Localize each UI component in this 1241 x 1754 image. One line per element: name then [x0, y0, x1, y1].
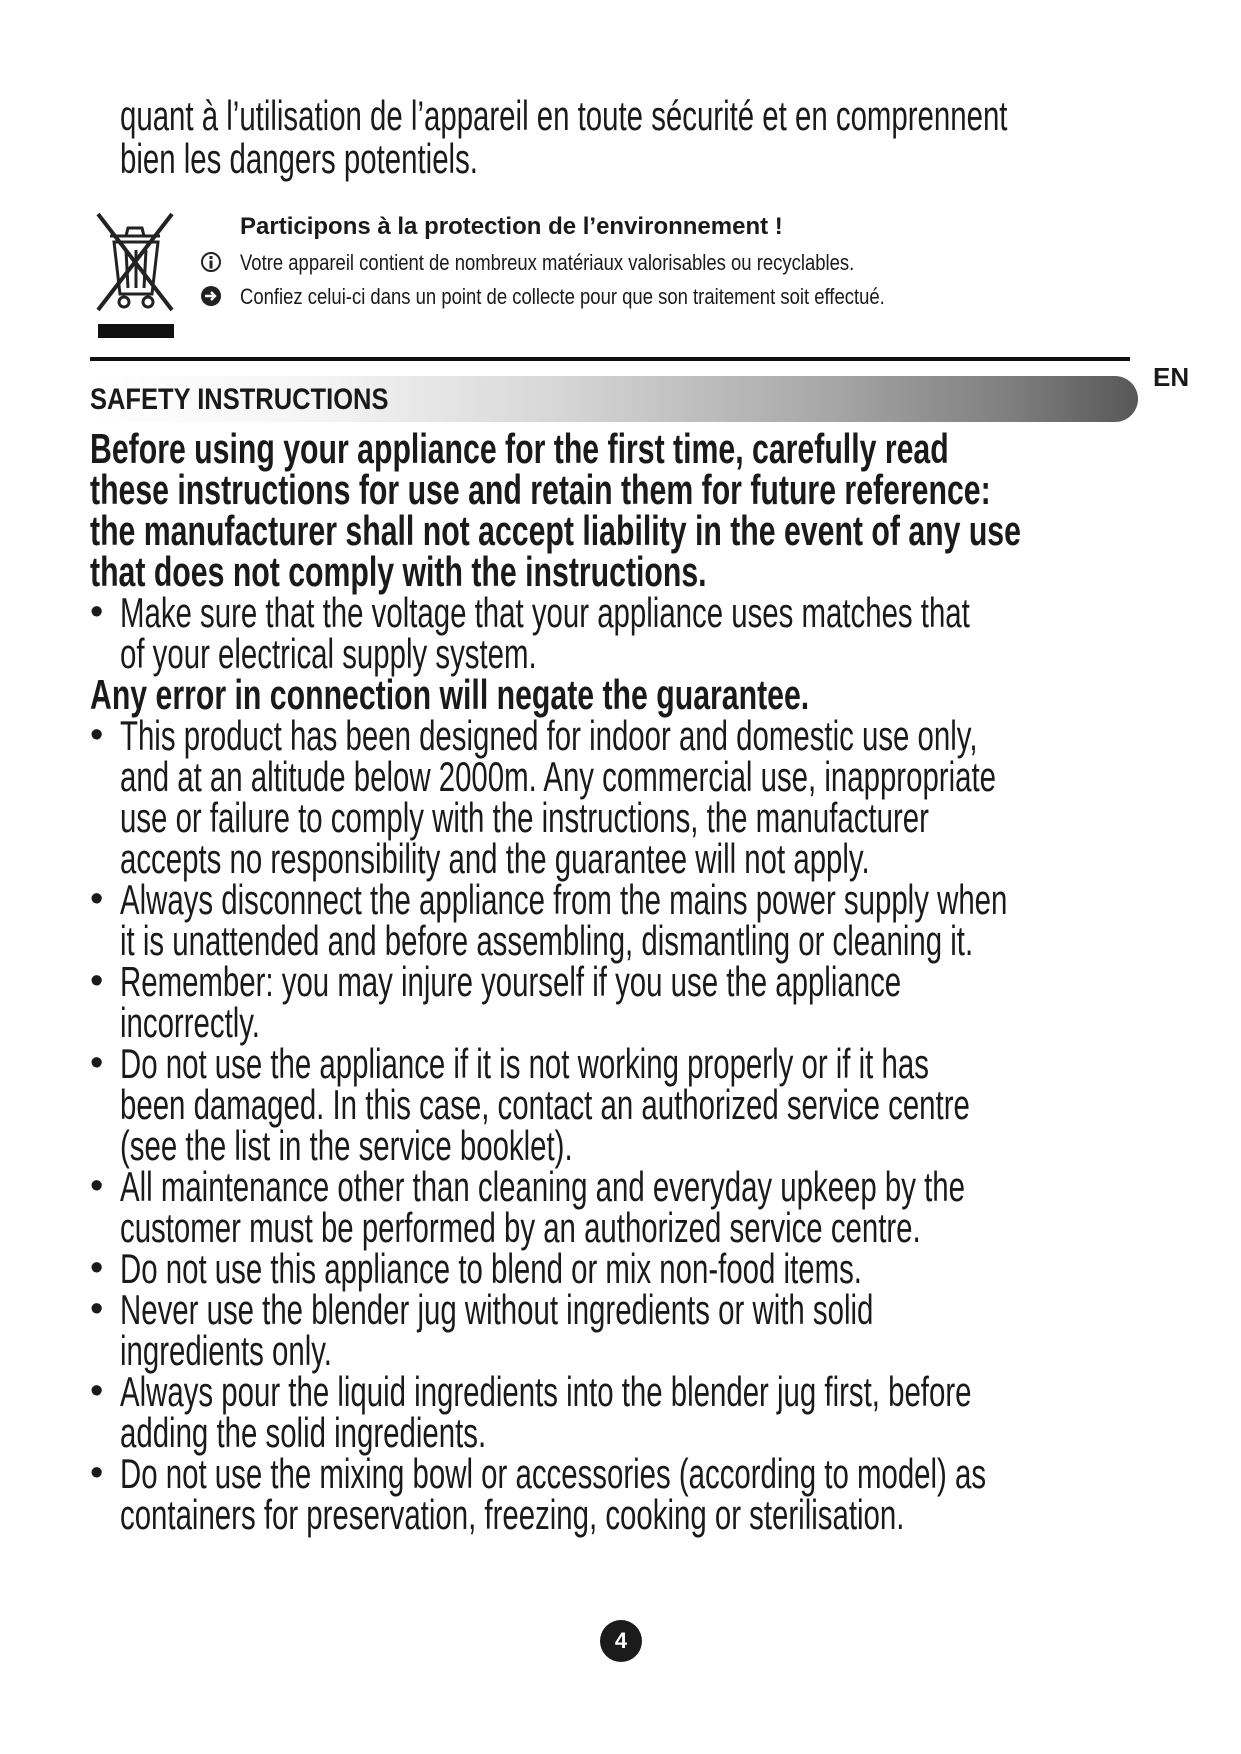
list-item: • Do not use this appliance to blend or mix non-food items. — [90, 1245, 862, 1292]
list-item: • All maintenance other than cleaning and everyday upkeep by the customer must be performed by an authorized service centre. — [90, 1163, 966, 1251]
safety-instructions-body — [90, 425, 1170, 1538]
section-title: SAFETY INSTRUCTIONS — [90, 383, 389, 416]
section-rule — [90, 357, 1130, 361]
language-tag: EN — [1153, 362, 1190, 392]
bullet: • — [90, 1370, 104, 1412]
intro-line: quant à l’utilisation de l’appareil en toute sécurité et en comprennent — [120, 92, 1008, 139]
list-item: • This product has been designed for indoor and domestic use only, and at an altitude below 2000m. Any commercial use, inappropriate use or failure to comply with the instructions, the manufacturer accepts no responsibility and the guarantee will not apply. — [90, 712, 996, 882]
intro-line: bien les dangers potentiels. — [120, 135, 478, 182]
intro-paragraph — [120, 94, 1160, 180]
bullet: • — [90, 878, 104, 920]
list-item: • Always disconnect the appliance from the mains power supply when it is unattended and before assembling, dismantling or cleaning it. — [90, 876, 1008, 964]
bullet: • — [90, 1452, 104, 1494]
list-item: • Remember: you may injure yourself if you use the appliance incorrectly. — [90, 958, 902, 1046]
bullet: • — [90, 1288, 104, 1330]
crossed-bin-icon — [90, 208, 180, 340]
list-item: • Never use the blender jug without ingredients or with solid ingredients only. — [90, 1286, 874, 1374]
page-number: 4 — [600, 1620, 642, 1662]
bullet: • — [90, 1247, 104, 1289]
environment-action-text: Confiez celui-ci dans un point de collecte pour que son traitement soit effectué. — [240, 284, 885, 309]
info-icon — [200, 251, 222, 273]
bullet: • — [90, 960, 104, 1002]
environment-info-text: Votre appareil contient de nombreux matériaux valorisables ou recyclables. — [240, 250, 855, 275]
list-item: • Do not use the appliance if it is not working properly or if it has been damaged. In this case, contact an authorized service centre (see the list in the service booklet). — [90, 1040, 970, 1169]
arrow-right-icon — [200, 285, 222, 307]
list-item: • Make sure that the voltage that your appliance uses matches that of your electrical supply system. — [90, 589, 970, 677]
list-item: • Do not use the mixing bowl or accessories (according to model) as containers for preservation, freezing, cooking or sterilisation. — [90, 1450, 987, 1538]
bullet: • — [90, 591, 104, 633]
bullet: • — [90, 1042, 104, 1084]
list-item: • Always pour the liquid ingredients into the blender jug first, before adding the solid ingredients. — [90, 1368, 972, 1456]
environment-title: Participons à la protection de l’environnement ! — [240, 213, 783, 240]
bullet: • — [90, 1165, 104, 1207]
bullet: • — [90, 714, 104, 756]
guarantee-note: Any error in connection will negate the guarantee. — [90, 671, 810, 718]
read-instructions-warning: Before using your appliance for the first time, carefully read these instructions for use and retain them for future reference: the manufacturer shall not accept liability in the event of any use that does not comply with the instructions. — [90, 425, 1021, 595]
